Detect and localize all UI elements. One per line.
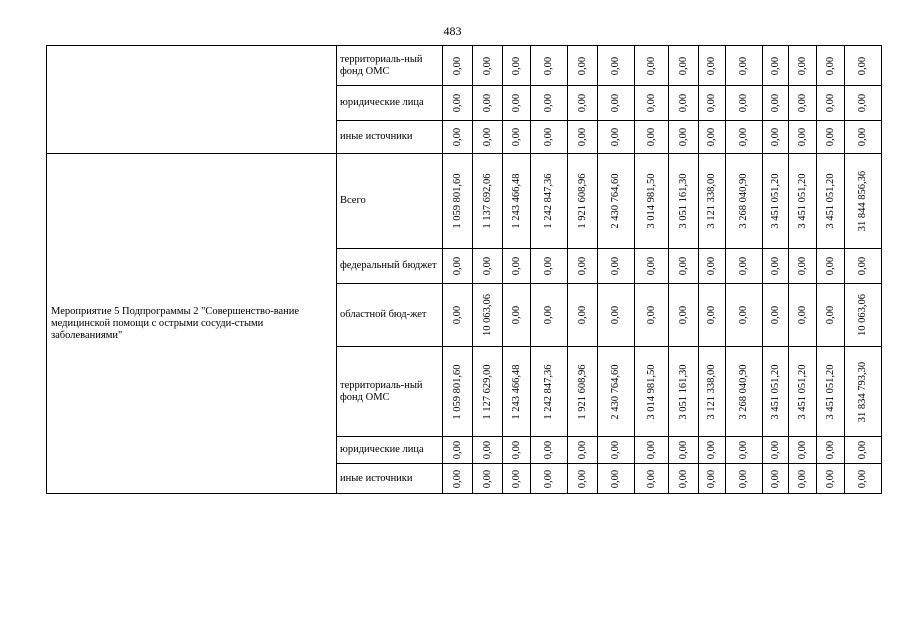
value-text: 1 242 847,36 [543,173,554,229]
value-cell [531,121,568,154]
value-text: 1 059 801,60 [451,363,463,420]
value-cell [699,464,726,494]
value-cell [635,154,669,249]
value-text: 0,00 [857,56,868,75]
value-text: 0,00 [796,305,808,325]
value-text: 0,00 [769,440,781,460]
value-text: 0,00 [857,440,868,460]
value-cell [763,464,789,494]
value-cell [443,437,473,464]
value-cell [726,86,763,121]
value-text: 3 451 051,20 [824,173,836,229]
value-cell [568,464,598,494]
value-text: 0,00 [824,440,836,460]
value-text: 2 430 764,60 [610,363,621,420]
value-text: 0,00 [738,93,749,113]
value-cell [531,249,568,284]
value-cell [473,121,503,154]
value-cell [669,464,699,494]
value-cell [845,284,882,347]
value-text: 0,00 [576,256,588,276]
value-text: 3 268 040,90 [738,173,749,229]
value-text: 0,00 [677,440,689,460]
value-cell [473,249,503,284]
value-cell [443,86,473,121]
value-cell [699,347,726,437]
table-row [47,46,882,86]
value-cell [817,154,845,249]
value-cell [817,347,845,437]
value-text: 0,00 [677,305,689,325]
value-text: 0,00 [857,127,868,147]
value-text: 0,00 [769,469,781,488]
value-text: 0,00 [481,56,493,75]
value-cell [817,464,845,494]
value-cell [503,121,531,154]
value-text: 0,00 [510,93,522,113]
value-text: 0,00 [796,469,808,488]
value-text: 0,00 [706,56,717,75]
value-cell [635,464,669,494]
value-cell [473,86,503,121]
value-cell [763,347,789,437]
value-cell [817,86,845,121]
value-cell [789,347,817,437]
value-text: 0,00 [543,469,554,488]
value-cell [598,249,635,284]
value-text: 3 121 338,00 [706,363,717,420]
table-row [47,154,882,249]
value-text: 0,00 [543,93,554,113]
value-cell [598,347,635,437]
value-text: 3 451 051,20 [769,173,781,229]
value-cell [699,86,726,121]
value-cell [443,46,473,86]
value-text: 0,00 [738,56,749,75]
value-cell [443,347,473,437]
value-cell [699,154,726,249]
value-text: 0,00 [510,305,522,325]
value-text: 0,00 [706,469,717,488]
action-name-cell: Мероприятие 5 Подпрограммы 2 "Совершенство-вание медицинской помощи с острыми сосуди-стыми заболеваниями" [47,154,337,494]
value-text: 0,00 [738,305,749,325]
value-text: 3 451 051,20 [824,363,836,420]
value-text: 1 127 629,00 [481,363,493,420]
value-cell [473,284,503,347]
value-text: 3 451 051,20 [796,173,808,229]
value-cell [699,46,726,86]
value-text: 0,00 [857,469,868,488]
value-cell [669,46,699,86]
value-cell [817,121,845,154]
value-text: 0,00 [677,56,689,75]
value-cell [845,46,882,86]
value-cell [531,46,568,86]
value-text: 0,00 [738,469,749,488]
value-text: 0,00 [510,56,522,75]
value-text: 3 014 981,50 [645,173,657,229]
value-text: 0,00 [824,127,836,147]
value-cell [726,347,763,437]
page-number: 483 [443,24,462,38]
value-cell [473,46,503,86]
value-cell [726,464,763,494]
value-text: 3 014 981,50 [645,363,657,420]
value-cell [503,437,531,464]
value-cell [845,154,882,249]
value-text: 0,00 [576,469,588,488]
value-text: 0,00 [769,305,781,325]
value-cell [473,464,503,494]
value-cell [669,121,699,154]
value-text: 31 844 856,36 [857,170,868,232]
value-text: 0,00 [677,93,689,113]
value-cell [598,154,635,249]
value-text: 0,00 [796,440,808,460]
value-text: 0,00 [510,256,522,276]
value-cell [503,464,531,494]
funding-source-cell: иные источники [337,464,443,494]
value-cell [503,46,531,86]
value-text: 0,00 [576,93,588,113]
budget-table [46,45,882,494]
value-cell [817,46,845,86]
value-cell [443,464,473,494]
value-cell [443,249,473,284]
value-text: 0,00 [857,93,868,113]
value-cell [503,249,531,284]
value-text: 0,00 [510,440,522,460]
value-text: 0,00 [543,127,554,147]
value-text: 1 921 608,96 [576,363,588,420]
value-text: 0,00 [645,469,657,488]
value-cell [699,284,726,347]
value-text: 0,00 [824,256,836,276]
value-text: 0,00 [610,469,621,488]
value-cell [789,249,817,284]
value-cell [726,46,763,86]
value-cell [726,249,763,284]
value-text: 0,00 [451,256,463,276]
value-cell [503,154,531,249]
value-text: 3 451 051,20 [796,363,808,420]
value-text: 0,00 [481,93,493,113]
value-cell [531,437,568,464]
value-text: 1 059 801,60 [451,173,463,229]
value-text: 0,00 [645,440,657,460]
value-cell [598,464,635,494]
value-cell [789,46,817,86]
value-text: 1 243 466,48 [510,173,522,229]
value-cell [473,154,503,249]
value-text: 0,00 [451,440,463,460]
value-text: 0,00 [610,93,621,113]
value-cell [635,347,669,437]
value-cell [598,284,635,347]
value-cell [789,437,817,464]
value-cell [726,284,763,347]
value-cell [598,121,635,154]
value-cell [763,284,789,347]
value-text: 3 268 040,90 [738,363,749,420]
value-cell [568,154,598,249]
value-cell [789,121,817,154]
value-text: 0,00 [824,305,836,325]
value-cell [635,86,669,121]
value-cell [817,437,845,464]
value-cell [845,86,882,121]
value-text: 0,00 [738,440,749,460]
funding-source-cell: иные источники [337,121,443,154]
value-cell [443,284,473,347]
value-text: 0,00 [451,56,463,75]
value-text: 0,00 [645,256,657,276]
value-text: 31 834 793,30 [857,361,868,422]
value-cell [763,86,789,121]
value-text: 3 121 338,00 [706,173,717,229]
value-text: 0,00 [576,305,588,325]
value-text: 0,00 [677,256,689,276]
value-text: 0,00 [738,256,749,276]
value-text: 0,00 [824,469,836,488]
value-text: 1 243 466,48 [510,363,522,420]
value-cell [845,121,882,154]
value-cell [568,121,598,154]
value-text: 0,00 [481,127,493,147]
value-cell [503,86,531,121]
value-cell [669,249,699,284]
value-cell [503,347,531,437]
budget-table-body [47,46,882,494]
value-text: 0,00 [510,469,522,488]
funding-source-cell: территориаль-ный фонд ОМС [337,46,443,86]
value-cell [817,249,845,284]
value-cell [669,284,699,347]
value-cell [531,154,568,249]
value-cell [763,249,789,284]
value-cell [598,437,635,464]
value-text: 0,00 [576,127,588,147]
value-text: 0,00 [481,469,493,488]
value-cell [531,347,568,437]
value-text: 3 051 161,30 [677,173,689,229]
value-text: 0,00 [481,256,493,276]
value-text: 0,00 [706,93,717,113]
value-cell [669,154,699,249]
value-cell [726,437,763,464]
value-text: 0,00 [451,127,463,147]
value-cell [531,284,568,347]
value-text: 0,00 [769,93,781,113]
value-cell [789,284,817,347]
value-text: 0,00 [510,127,522,147]
value-text: 0,00 [796,56,808,75]
funding-source-cell: Всего [337,154,443,249]
value-text: 0,00 [576,440,588,460]
value-text: 0,00 [645,127,657,147]
value-cell [473,437,503,464]
value-text: 0,00 [451,305,463,325]
value-text: 0,00 [451,469,463,488]
value-cell [598,86,635,121]
funding-source-cell: федеральный бюджет [337,249,443,284]
value-cell [568,86,598,121]
value-text: 1 242 847,36 [543,363,554,420]
value-cell [789,464,817,494]
value-cell [763,46,789,86]
value-text: 0,00 [543,56,554,75]
value-text: 10 063,06 [857,294,868,336]
value-text: 0,00 [645,56,657,75]
value-cell [598,46,635,86]
value-cell [726,121,763,154]
value-cell [669,347,699,437]
value-text: 0,00 [451,93,463,113]
value-cell [726,154,763,249]
value-cell [568,437,598,464]
value-text: 2 430 764,60 [610,173,621,229]
value-cell [503,284,531,347]
value-text: 1 921 608,96 [576,173,588,229]
value-text: 0,00 [610,56,621,75]
value-text: 3 051 161,30 [677,363,689,420]
value-text: 0,00 [706,127,717,147]
value-cell [473,347,503,437]
action-name-cell [47,46,337,154]
value-text: 0,00 [738,127,749,147]
value-text: 0,00 [610,440,621,460]
value-cell [531,86,568,121]
value-cell [763,154,789,249]
value-text: 0,00 [610,256,621,276]
value-cell [845,437,882,464]
value-text: 0,00 [543,256,554,276]
value-text: 3 451 051,20 [769,363,781,420]
value-text: 0,00 [706,440,717,460]
value-cell [699,437,726,464]
value-cell [568,46,598,86]
value-text: 0,00 [796,127,808,147]
value-text: 0,00 [481,440,493,460]
value-text: 0,00 [824,93,836,113]
value-cell [763,437,789,464]
value-cell [845,464,882,494]
value-cell [763,121,789,154]
value-cell [635,46,669,86]
value-cell [669,86,699,121]
value-cell [817,284,845,347]
value-text: 0,00 [645,93,657,113]
value-cell [669,437,699,464]
value-text: 0,00 [769,127,781,147]
value-text: 0,00 [576,56,588,75]
value-cell [699,249,726,284]
value-cell [635,121,669,154]
value-cell [699,121,726,154]
value-cell [635,284,669,347]
value-text: 0,00 [796,93,808,113]
value-text: 0,00 [857,256,868,276]
value-cell [568,249,598,284]
value-text: 0,00 [796,256,808,276]
value-cell [845,347,882,437]
funding-source-cell: территориаль-ный фонд ОМС [337,347,443,437]
value-cell [845,249,882,284]
value-cell [635,437,669,464]
value-cell [443,154,473,249]
value-text: 1 137 692,06 [481,173,493,229]
value-text: 0,00 [610,305,621,325]
value-cell [789,154,817,249]
value-text: 10 063,06 [481,294,493,336]
value-cell [789,86,817,121]
value-cell [531,464,568,494]
value-cell [635,249,669,284]
value-cell [443,121,473,154]
value-cell [568,347,598,437]
value-text: 0,00 [706,305,717,325]
funding-source-cell: юридические лица [337,86,443,121]
funding-source-cell: областной бюд-жет [337,284,443,347]
value-text: 0,00 [645,305,657,325]
funding-source-cell: юридические лица [337,437,443,464]
value-text: 0,00 [677,127,689,147]
value-text: 0,00 [677,469,689,488]
value-text: 0,00 [769,256,781,276]
value-text: 0,00 [824,56,836,75]
value-cell [568,284,598,347]
value-text: 0,00 [543,305,554,325]
value-text: 0,00 [543,440,554,460]
value-text: 0,00 [610,127,621,147]
value-text: 0,00 [769,56,781,75]
value-text: 0,00 [706,256,717,276]
